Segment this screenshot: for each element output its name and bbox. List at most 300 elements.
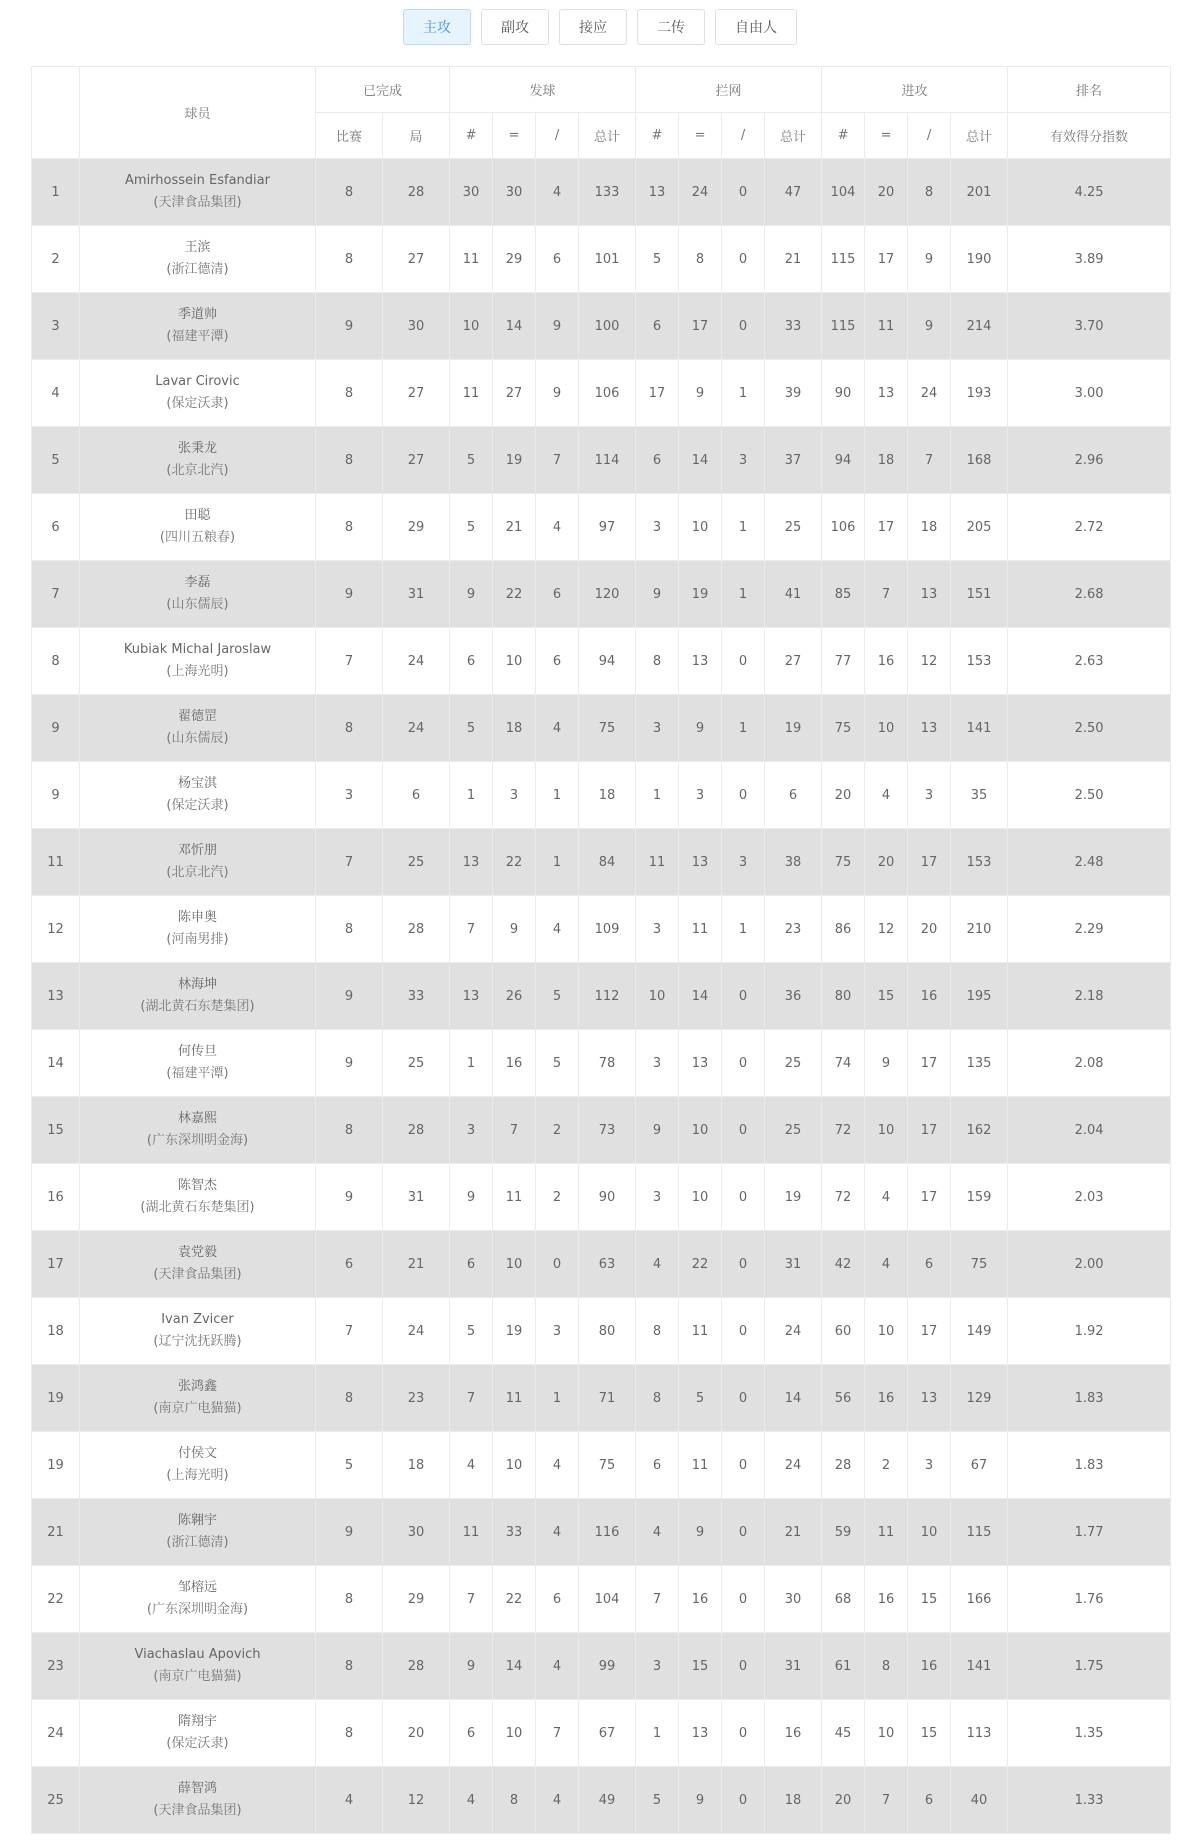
block-hash-cell: 13 — [636, 159, 679, 226]
rank-cell: 1 — [32, 159, 80, 226]
efficiency-index-cell: 1.33 — [1008, 1767, 1171, 1834]
serve-slash-cell: 5 — [536, 1030, 579, 1097]
serve-equal-cell: 14 — [493, 293, 536, 360]
rank-cell: 21 — [32, 1499, 80, 1566]
serve-slash-cell: 2 — [536, 1097, 579, 1164]
serve-total-cell: 18 — [579, 762, 636, 829]
serve-hash-cell: 5 — [450, 494, 493, 561]
attack-equal-cell: 9 — [865, 1030, 908, 1097]
serve-slash-cell: 6 — [536, 628, 579, 695]
sets-cell: 31 — [383, 1164, 450, 1231]
serve-hash-cell: 11 — [450, 360, 493, 427]
serve-total-cell: 133 — [579, 159, 636, 226]
block-slash-cell: 3 — [722, 829, 765, 896]
player-name: 杨宝淇 — [177, 776, 217, 791]
block-total-cell: 14 — [765, 1365, 822, 1432]
block-slash-cell: 0 — [722, 1298, 765, 1365]
block-slash-cell: 0 — [722, 1767, 765, 1834]
player-team: (北京北汽) — [166, 865, 229, 880]
player-cell — [80, 1164, 316, 1231]
serve-total-cell: 63 — [579, 1231, 636, 1298]
sets-cell: 27 — [383, 226, 450, 293]
serve-total-cell: 80 — [579, 1298, 636, 1365]
player-name: Viachaslau Apovich — [134, 1647, 261, 1662]
block-slash-cell: 0 — [722, 628, 765, 695]
serve-equal-cell: 16 — [493, 1030, 536, 1097]
serve-slash-cell: 5 — [536, 963, 579, 1030]
block-total-cell: 36 — [765, 963, 822, 1030]
block-equal-cell: 24 — [679, 159, 722, 226]
serve-hash-cell: 5 — [450, 1298, 493, 1365]
attack-hash-cell: 75 — [822, 695, 865, 762]
block-total-cell: 25 — [765, 1097, 822, 1164]
rank-cell: 8 — [32, 628, 80, 695]
block-slash-cell: 1 — [722, 561, 765, 628]
block-hash-cell: 5 — [636, 1767, 679, 1834]
block-slash-cell: 0 — [722, 1432, 765, 1499]
attack-total-cell: 141 — [951, 695, 1008, 762]
rank-cell: 25 — [32, 1767, 80, 1834]
attack-equal-cell: 13 — [865, 360, 908, 427]
serve-equal-cell: 33 — [493, 1499, 536, 1566]
player-team: (天津食品集团) — [153, 1803, 242, 1818]
header-block-total: 总计 — [765, 113, 822, 159]
header-row-groups — [32, 67, 1171, 113]
attack-slash-cell: 17 — [908, 1298, 951, 1365]
attack-slash-cell: 3 — [908, 1432, 951, 1499]
table-header — [32, 67, 1171, 159]
player-name: 陈翱宇 — [177, 1513, 217, 1528]
block-slash-cell: 0 — [722, 1097, 765, 1164]
attack-slash-cell: 9 — [908, 226, 951, 293]
attack-total-cell: 35 — [951, 762, 1008, 829]
serve-equal-cell: 22 — [493, 1566, 536, 1633]
attack-total-cell: 113 — [951, 1700, 1008, 1767]
block-hash-cell: 3 — [636, 695, 679, 762]
player-cell — [80, 1499, 316, 1566]
serve-slash-cell: 4 — [536, 695, 579, 762]
player-name: 田聪 — [184, 508, 211, 523]
serve-equal-cell: 22 — [493, 829, 536, 896]
attack-hash-cell: 56 — [822, 1365, 865, 1432]
block-equal-cell: 11 — [679, 896, 722, 963]
attack-slash-cell: 24 — [908, 360, 951, 427]
rank-cell: 17 — [32, 1231, 80, 1298]
tab-outside-hitter[interactable]: 主攻 — [403, 9, 471, 45]
table-row — [32, 963, 1171, 1030]
attack-equal-cell: 20 — [865, 159, 908, 226]
attack-equal-cell: 10 — [865, 1700, 908, 1767]
attack-hash-cell: 94 — [822, 427, 865, 494]
player-cell — [80, 896, 316, 963]
serve-equal-cell: 7 — [493, 1097, 536, 1164]
block-slash-cell: 0 — [722, 1499, 765, 1566]
block-total-cell: 19 — [765, 695, 822, 762]
rank-cell: 19 — [32, 1432, 80, 1499]
matches-cell: 9 — [316, 1499, 383, 1566]
block-equal-cell: 13 — [679, 1700, 722, 1767]
attack-equal-cell: 20 — [865, 829, 908, 896]
serve-slash-cell: 7 — [536, 1700, 579, 1767]
attack-slash-cell: 6 — [908, 1767, 951, 1834]
block-equal-cell: 8 — [679, 226, 722, 293]
tab-libero[interactable]: 自由人 — [715, 9, 797, 45]
attack-slash-cell: 17 — [908, 1097, 951, 1164]
rank-cell: 9 — [32, 762, 80, 829]
serve-hash-cell: 13 — [450, 829, 493, 896]
block-equal-cell: 10 — [679, 494, 722, 561]
attack-hash-cell: 60 — [822, 1298, 865, 1365]
block-equal-cell: 10 — [679, 1097, 722, 1164]
table-row — [32, 1365, 1171, 1432]
sets-cell: 24 — [383, 628, 450, 695]
efficiency-index-cell: 1.83 — [1008, 1432, 1171, 1499]
block-total-cell: 18 — [765, 1767, 822, 1834]
block-equal-cell: 10 — [679, 1164, 722, 1231]
block-hash-cell: 3 — [636, 1164, 679, 1231]
attack-equal-cell: 11 — [865, 1499, 908, 1566]
attack-total-cell: 214 — [951, 293, 1008, 360]
matches-cell: 7 — [316, 829, 383, 896]
header-matches: 比赛 — [316, 113, 383, 159]
table-row — [32, 1164, 1171, 1231]
serve-equal-cell: 27 — [493, 360, 536, 427]
serve-equal-cell: 11 — [493, 1365, 536, 1432]
rank-cell: 13 — [32, 963, 80, 1030]
block-hash-cell: 17 — [636, 360, 679, 427]
serve-slash-cell: 6 — [536, 1566, 579, 1633]
matches-cell: 4 — [316, 1767, 383, 1834]
attack-slash-cell: 13 — [908, 695, 951, 762]
efficiency-index-cell: 1.92 — [1008, 1298, 1171, 1365]
attack-total-cell: 168 — [951, 427, 1008, 494]
efficiency-index-cell: 3.89 — [1008, 226, 1171, 293]
block-hash-cell: 1 — [636, 1700, 679, 1767]
serve-slash-cell: 1 — [536, 829, 579, 896]
table-row — [32, 829, 1171, 896]
block-equal-cell: 22 — [679, 1231, 722, 1298]
attack-equal-cell: 4 — [865, 762, 908, 829]
player-cell — [80, 1097, 316, 1164]
attack-total-cell: 205 — [951, 494, 1008, 561]
serve-slash-cell: 4 — [536, 1767, 579, 1834]
block-hash-cell: 11 — [636, 829, 679, 896]
serve-total-cell: 71 — [579, 1365, 636, 1432]
header-block-slash: / — [722, 113, 765, 159]
block-total-cell: 33 — [765, 293, 822, 360]
attack-hash-cell: 75 — [822, 829, 865, 896]
header-attack-equal: = — [865, 113, 908, 159]
attack-slash-cell: 9 — [908, 293, 951, 360]
player-name: 翟德罡 — [177, 709, 217, 724]
player-team: (河南男排) — [166, 932, 229, 947]
block-equal-cell: 5 — [679, 1365, 722, 1432]
player-name: 林海坤 — [177, 977, 217, 992]
block-slash-cell: 1 — [722, 494, 765, 561]
block-equal-cell: 14 — [679, 427, 722, 494]
sets-cell: 24 — [383, 695, 450, 762]
serve-slash-cell: 4 — [536, 896, 579, 963]
block-total-cell: 25 — [765, 1030, 822, 1097]
table-row — [32, 1097, 1171, 1164]
header-serve-slash: / — [536, 113, 579, 159]
serve-slash-cell: 1 — [536, 1365, 579, 1432]
player-cell — [80, 360, 316, 427]
attack-slash-cell: 12 — [908, 628, 951, 695]
efficiency-index-cell: 4.25 — [1008, 159, 1171, 226]
matches-cell: 5 — [316, 1432, 383, 1499]
player-name: Ivan Zvicer — [161, 1312, 234, 1327]
table-row — [32, 1700, 1171, 1767]
block-total-cell: 23 — [765, 896, 822, 963]
serve-total-cell: 78 — [579, 1030, 636, 1097]
rank-cell: 19 — [32, 1365, 80, 1432]
block-slash-cell: 3 — [722, 427, 765, 494]
efficiency-index-cell: 2.00 — [1008, 1231, 1171, 1298]
player-cell — [80, 1365, 316, 1432]
matches-cell: 8 — [316, 695, 383, 762]
sets-cell: 28 — [383, 1633, 450, 1700]
table-row — [32, 628, 1171, 695]
matches-cell: 8 — [316, 1566, 383, 1633]
block-slash-cell: 0 — [722, 1633, 765, 1700]
attack-total-cell: 115 — [951, 1499, 1008, 1566]
block-slash-cell: 0 — [722, 762, 765, 829]
player-name: 袁党毅 — [177, 1245, 217, 1260]
serve-equal-cell: 8 — [493, 1767, 536, 1834]
header-serve-hash: # — [450, 113, 493, 159]
attack-hash-cell: 86 — [822, 896, 865, 963]
serve-total-cell: 112 — [579, 963, 636, 1030]
sets-cell: 28 — [383, 159, 450, 226]
serve-hash-cell: 7 — [450, 1365, 493, 1432]
block-hash-cell: 6 — [636, 293, 679, 360]
matches-cell: 8 — [316, 494, 383, 561]
player-team: (北京北汽) — [166, 463, 229, 478]
serve-hash-cell: 6 — [450, 628, 493, 695]
tab-opposite[interactable]: 接应 — [559, 9, 627, 45]
efficiency-index-cell: 3.00 — [1008, 360, 1171, 427]
matches-cell: 8 — [316, 1700, 383, 1767]
player-name: 邹榕远 — [177, 1580, 217, 1595]
serve-hash-cell: 7 — [450, 896, 493, 963]
serve-hash-cell: 5 — [450, 695, 493, 762]
sets-cell: 29 — [383, 494, 450, 561]
block-equal-cell: 11 — [679, 1432, 722, 1499]
table-row — [32, 427, 1171, 494]
block-hash-cell: 4 — [636, 1499, 679, 1566]
block-hash-cell: 9 — [636, 1097, 679, 1164]
table-row — [32, 1499, 1171, 1566]
sets-cell: 30 — [383, 1499, 450, 1566]
attack-hash-cell: 68 — [822, 1566, 865, 1633]
block-equal-cell: 9 — [679, 1499, 722, 1566]
serve-equal-cell: 22 — [493, 561, 536, 628]
player-team: (保定沃隶) — [166, 1736, 229, 1751]
rank-cell: 22 — [32, 1566, 80, 1633]
table-row — [32, 1231, 1171, 1298]
attack-hash-cell: 28 — [822, 1432, 865, 1499]
serve-hash-cell: 10 — [450, 293, 493, 360]
block-total-cell: 24 — [765, 1298, 822, 1365]
attack-total-cell: 151 — [951, 561, 1008, 628]
player-cell — [80, 1030, 316, 1097]
attack-hash-cell: 115 — [822, 226, 865, 293]
attack-slash-cell: 17 — [908, 1030, 951, 1097]
attack-hash-cell: 20 — [822, 762, 865, 829]
sets-cell: 25 — [383, 1030, 450, 1097]
header-serve: 发球 — [450, 67, 636, 113]
attack-equal-cell: 4 — [865, 1231, 908, 1298]
serve-total-cell: 73 — [579, 1097, 636, 1164]
serve-hash-cell: 9 — [450, 1633, 493, 1700]
table-row — [32, 1432, 1171, 1499]
efficiency-index-cell: 2.03 — [1008, 1164, 1171, 1231]
serve-hash-cell: 7 — [450, 1566, 493, 1633]
player-team: (湖北黄石东楚集团) — [140, 1200, 255, 1215]
sets-cell: 21 — [383, 1231, 450, 1298]
player-team: (南京广电猫猫) — [153, 1669, 242, 1684]
attack-total-cell: 193 — [951, 360, 1008, 427]
player-team: (上海光明) — [166, 1468, 229, 1483]
player-name: 季道帅 — [177, 307, 217, 322]
attack-equal-cell: 7 — [865, 1767, 908, 1834]
serve-slash-cell: 3 — [536, 1298, 579, 1365]
serve-hash-cell: 3 — [450, 1097, 493, 1164]
attack-hash-cell: 20 — [822, 1767, 865, 1834]
tab-setter[interactable]: 二传 — [637, 9, 705, 45]
player-name: 李磊 — [184, 575, 211, 590]
player-cell — [80, 829, 316, 896]
attack-equal-cell: 10 — [865, 1097, 908, 1164]
serve-slash-cell: 4 — [536, 1633, 579, 1700]
serve-slash-cell: 1 — [536, 762, 579, 829]
serve-slash-cell: 4 — [536, 1499, 579, 1566]
block-total-cell: 37 — [765, 427, 822, 494]
player-team: (天津食品集团) — [153, 195, 242, 210]
efficiency-index-cell: 2.63 — [1008, 628, 1171, 695]
block-hash-cell: 3 — [636, 1030, 679, 1097]
attack-hash-cell: 80 — [822, 963, 865, 1030]
efficiency-index-cell: 1.76 — [1008, 1566, 1171, 1633]
block-equal-cell: 3 — [679, 762, 722, 829]
attack-equal-cell: 17 — [865, 494, 908, 561]
serve-total-cell: 67 — [579, 1700, 636, 1767]
header-serve-equal: = — [493, 113, 536, 159]
sets-cell: 28 — [383, 896, 450, 963]
rank-cell: 3 — [32, 293, 80, 360]
rank-cell: 23 — [32, 1633, 80, 1700]
attack-equal-cell: 8 — [865, 1633, 908, 1700]
serve-equal-cell: 10 — [493, 1700, 536, 1767]
block-hash-cell: 1 — [636, 762, 679, 829]
efficiency-index-cell: 1.77 — [1008, 1499, 1171, 1566]
attack-total-cell: 153 — [951, 628, 1008, 695]
block-hash-cell: 3 — [636, 896, 679, 963]
table-row — [32, 1298, 1171, 1365]
attack-slash-cell: 15 — [908, 1700, 951, 1767]
sets-cell: 24 — [383, 1298, 450, 1365]
header-block-equal: = — [679, 113, 722, 159]
block-total-cell: 27 — [765, 628, 822, 695]
header-sets: 局 — [383, 113, 450, 159]
serve-slash-cell: 4 — [536, 494, 579, 561]
header-attack-total: 总计 — [951, 113, 1008, 159]
block-total-cell: 25 — [765, 494, 822, 561]
sets-cell: 33 — [383, 963, 450, 1030]
player-name: 王滨 — [184, 240, 211, 255]
player-team: (山东儒辰) — [166, 597, 229, 612]
player-name: 邓忻朋 — [177, 843, 217, 858]
attack-slash-cell: 7 — [908, 427, 951, 494]
matches-cell: 8 — [316, 896, 383, 963]
rank-cell: 5 — [32, 427, 80, 494]
serve-slash-cell: 9 — [536, 360, 579, 427]
attack-slash-cell: 8 — [908, 159, 951, 226]
matches-cell: 8 — [316, 1365, 383, 1432]
player-name: 何传旦 — [177, 1044, 217, 1059]
attack-total-cell: 129 — [951, 1365, 1008, 1432]
block-equal-cell: 9 — [679, 1767, 722, 1834]
block-slash-cell: 1 — [722, 360, 765, 427]
player-name: Lavar Cirovic — [155, 374, 240, 389]
block-slash-cell: 0 — [722, 1566, 765, 1633]
block-slash-cell: 0 — [722, 1164, 765, 1231]
rank-cell: 18 — [32, 1298, 80, 1365]
block-hash-cell: 4 — [636, 1231, 679, 1298]
serve-slash-cell: 7 — [536, 427, 579, 494]
table-row — [32, 1633, 1171, 1700]
block-slash-cell: 0 — [722, 1700, 765, 1767]
rank-cell: 7 — [32, 561, 80, 628]
block-hash-cell: 8 — [636, 1365, 679, 1432]
attack-total-cell: 159 — [951, 1164, 1008, 1231]
rank-cell: 4 — [32, 360, 80, 427]
block-hash-cell: 6 — [636, 427, 679, 494]
serve-equal-cell: 30 — [493, 159, 536, 226]
block-hash-cell: 3 — [636, 1633, 679, 1700]
attack-hash-cell: 104 — [822, 159, 865, 226]
tab-middle-blocker[interactable]: 副攻 — [481, 9, 549, 45]
attack-total-cell: 190 — [951, 226, 1008, 293]
position-tabs — [0, 9, 1200, 45]
attack-slash-cell: 16 — [908, 1633, 951, 1700]
player-team: (南京广电猫猫) — [153, 1401, 242, 1416]
matches-cell: 9 — [316, 561, 383, 628]
serve-hash-cell: 11 — [450, 226, 493, 293]
player-name: 付侯文 — [177, 1446, 217, 1461]
serve-total-cell: 90 — [579, 1164, 636, 1231]
player-cell — [80, 1767, 316, 1834]
matches-cell: 8 — [316, 427, 383, 494]
player-name: Amirhossein Esfandiar — [125, 173, 270, 188]
player-team: (辽宁沈抚跃腾) — [153, 1334, 242, 1349]
table-row — [32, 561, 1171, 628]
sets-cell: 20 — [383, 1700, 450, 1767]
player-team: (上海光明) — [166, 664, 229, 679]
serve-hash-cell: 1 — [450, 762, 493, 829]
serve-hash-cell: 30 — [450, 159, 493, 226]
header-block: 拦网 — [636, 67, 822, 113]
player-name: 林嘉熙 — [177, 1111, 217, 1126]
block-equal-cell: 16 — [679, 1566, 722, 1633]
attack-equal-cell: 2 — [865, 1432, 908, 1499]
matches-cell: 8 — [316, 1097, 383, 1164]
player-name: 隋翔宇 — [177, 1714, 217, 1729]
table-row — [32, 293, 1171, 360]
serve-equal-cell: 26 — [493, 963, 536, 1030]
sets-cell: 6 — [383, 762, 450, 829]
